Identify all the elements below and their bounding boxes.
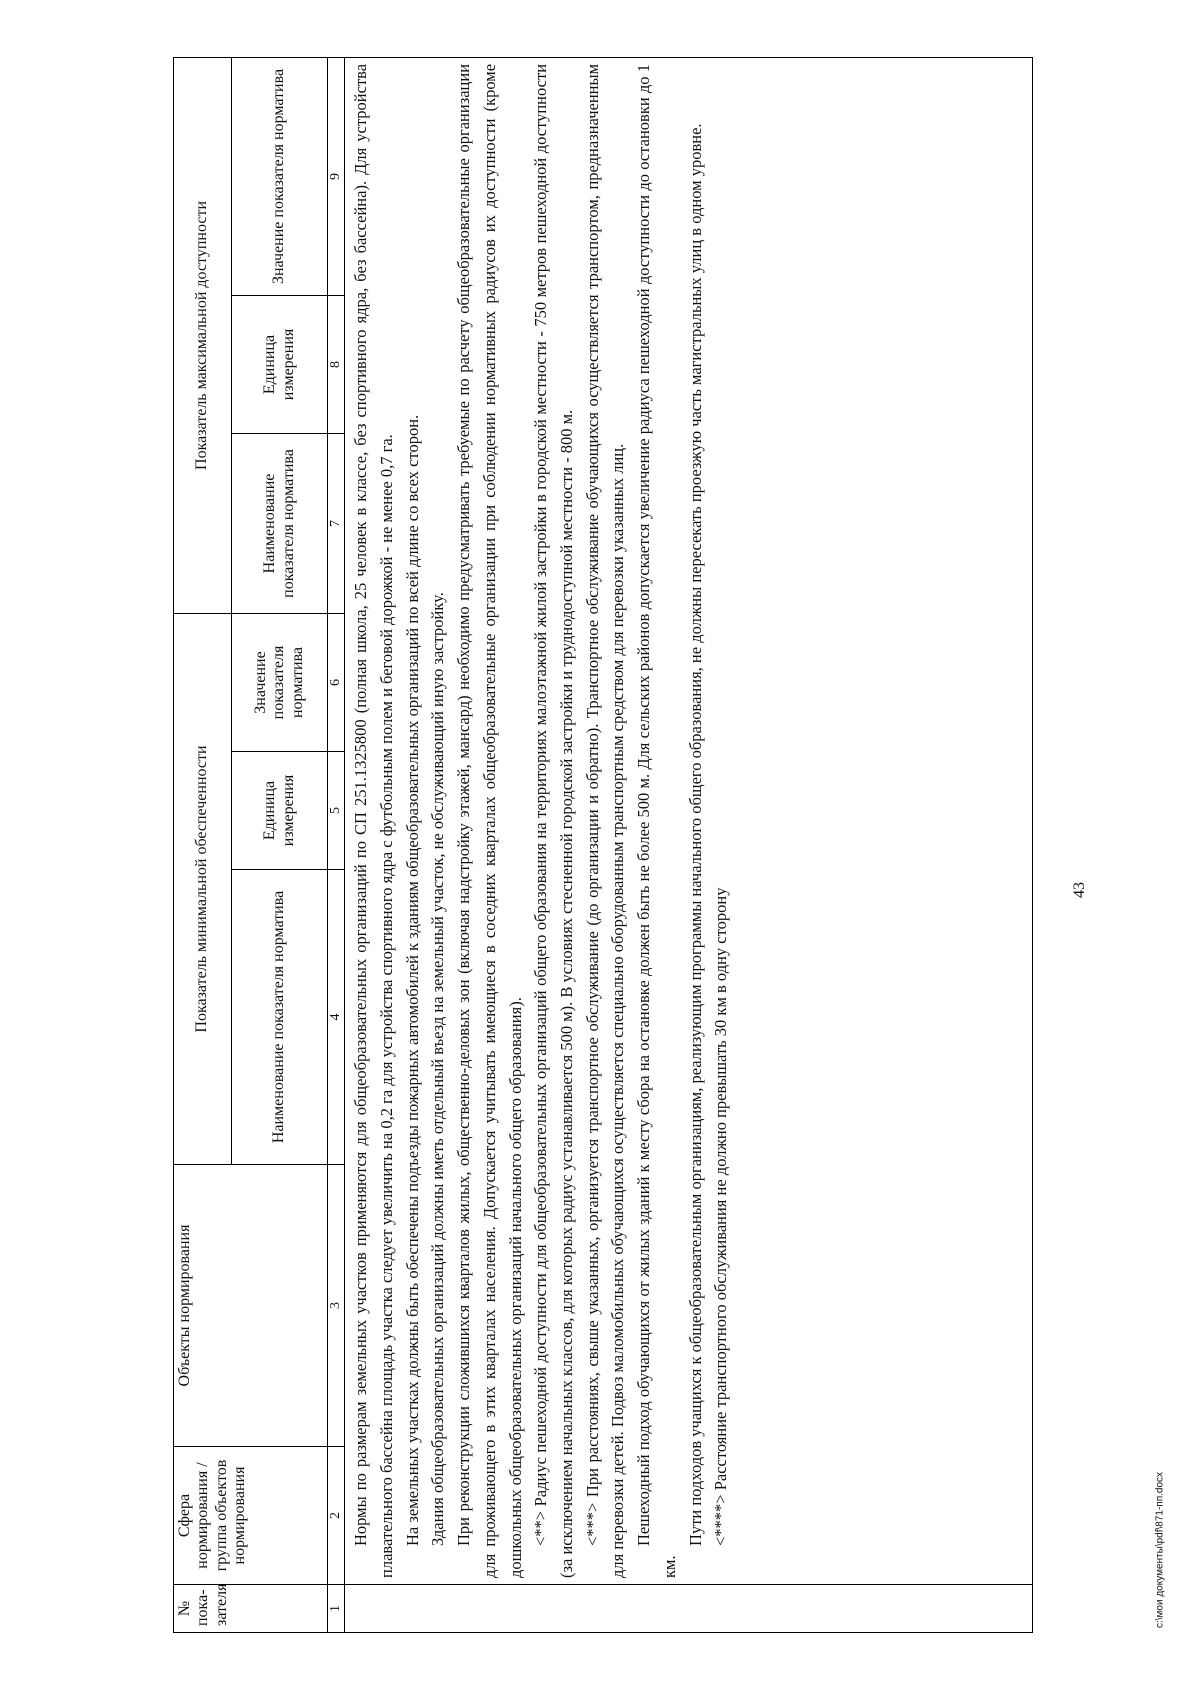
column-number: 7	[328, 433, 345, 613]
page-number: 43	[1071, 882, 1088, 898]
document-file-path: c:\мои документы\pdf\871-пп.docx	[1154, 1471, 1166, 1629]
column-number: 1	[328, 1585, 345, 1633]
note-paragraph: При реконструкции сложившихся кварталов жилых, общественно-деловых зон (включая надстройку этажей, мансард) необходимо предусматривать требуемые по расчету общеобразовательные организации для проживающего в этих кварталах населения. Допускается учитывать имеющиеся в соседних кварталах общеобразовательные организации при соблюдении нормативных радиусов их доступности (кроме дошкольных общеобразовательных организаций начального общего образования).	[454, 63, 525, 1578]
note-paragraph: Здания общеобразовательных организаций должны иметь отдельный въезд на земельный участок, не обслуживающий иную застройку.	[428, 592, 448, 1546]
empty-indicator-cell	[345, 1585, 1033, 1633]
note-paragraph: <**> Радиус пешеходной доступности для общеобразовательных организаций общего образования на территориях малоэтажной жилой застройки в городской местности - 750 метров пешеходной доступности (за исключением начальных классов, для которых радиус устанавливается 500 м). В условиях стесненной городской застройки и труднодоступной местности - 800 м.	[531, 63, 576, 1578]
column-number: 5	[328, 752, 345, 870]
note-paragraph: Нормы по размерам земельных участков применяются для общеобразовательных организаций по СП 251.1325800 (полная школа, 25 человек в классе, без спортивного ядра, без бассейна). Для устройства плавательного бассейна площадь участка следует увеличить на 0,2 га для устройства спортивного ядра с футбольным полем и беговой дорожкой - не менее 0,7 га.	[351, 63, 396, 1578]
notes-cell	[345, 57, 1033, 1584]
note-paragraph: На земельных участках должны быть обеспечены подъезды пожарных автомобилей к зданиям общеобразовательных организаций по всей длине со всех сторон.	[402, 414, 422, 1546]
header-normalization-sphere: Сфера нормирования / группа объектов нормирования	[174, 1447, 328, 1585]
header-indicator-number: № пока-зателя	[174, 1585, 328, 1633]
note-paragraph: <***> При расстояниях, свыше указанных, организуется транспортное обслуживание (до организации и обратно). Транспортное обслуживание обучающихся осуществляется транспортом, предназначенным для перевозки детей. Подвоз маломобильных обучающихся осуществляется специально оборудованным транспортным средством для перевозки указанных лиц.	[582, 63, 628, 1578]
column-number: 2	[328, 1447, 345, 1585]
header-normalization-objects: Объекты нормирования	[174, 1165, 328, 1447]
header-min-value: Значение показателя норматива	[232, 613, 328, 751]
header-min-provision: Показатель минимальной обеспеченности	[174, 613, 232, 1164]
column-numbers-row	[328, 57, 345, 1632]
note-paragraph: Пути подходов учащихся к общеобразовательным организациям, реализующим программы начального общего образования, не должны пересекать проезжую часть магистральных улиц в одном уровне.	[685, 123, 705, 1546]
header-max-name: Наименование показателя норматива	[232, 433, 328, 613]
rotated-table-container	[173, 58, 1033, 1633]
header-max-accessibility: Показатель максимальной доступности	[174, 57, 232, 613]
column-number: 4	[328, 870, 345, 1165]
note-paragraph: <****> Расстояние транспортного обслуживания не должно превышать 30 км в одну сторону	[711, 887, 731, 1546]
column-number: 8	[328, 295, 345, 433]
header-max-unit: Единица измерения	[232, 295, 328, 433]
header-min-name: Наименование показателя норматива	[232, 870, 328, 1165]
column-number: 6	[328, 613, 345, 751]
normative-table	[173, 57, 1033, 1633]
header-min-unit: Единица измерения	[232, 752, 328, 870]
column-number: 9	[328, 57, 345, 295]
notes-row	[345, 57, 1033, 1632]
note-paragraph: Пешеходный подход обучающихся от жилых зданий к месту сбора на остановке должен быть не более 500 м. Для сельских районов допускается увеличение радиуса пешеходной доступности до остановки до 1 км.	[634, 63, 679, 1578]
column-number: 3	[328, 1165, 345, 1447]
header-max-value: Значение показателя норматива	[232, 57, 328, 295]
